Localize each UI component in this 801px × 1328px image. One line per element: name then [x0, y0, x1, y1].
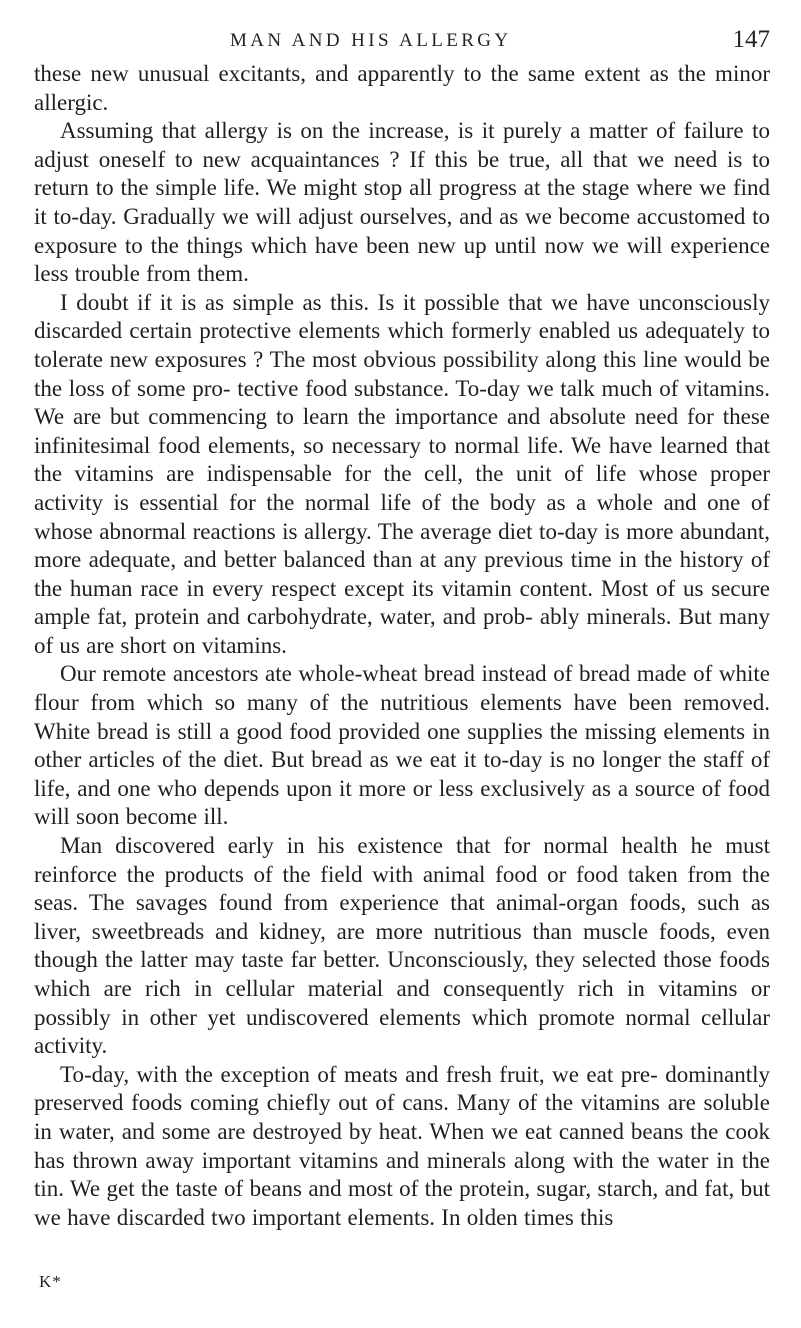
paragraph: Man discovered early in his existence that for normal health he must reinforce the products of the field with animal food or food taken from the seas. The savages found from experience that animal-organ foods, such as liver, sweetbreads and kidney, are more nutritious than muscle foods, even though the latter may taste far better. Unconsciously, they selected those foods which are rich in cellular material and consequently rich in vitamins or possibly in other yet undiscovered elements which promote normal cellular activity. — [34, 833, 770, 1059]
paragraph: I doubt if it is as simple as this. Is it possible that we have unconsciously discarded certain protective elements which formerly enabled us adequately to tolerate new exposures ? The most obvious possibility along this line would be the loss of some pro- tective food substance. To-day we talk much of vitamins. We are but commencing to learn the importance and absolute need for these infinitesimal food elements, so necessary to normal life. We have learned that the vitamins are indispensable for the cell, the unit of life whose proper activity is essential for the normal life of the body as a whole and one of whose abnormal reactions is allergy. The average diet to-day is more abundant, more adequate, and better balanced than at any previous time in the history of the human race in every respect except its vitamin content. Most of us secure ample fat, protein and carbohydrate, water, and prob- ably minerals. But many of us are short on vitamins. — [34, 289, 770, 658]
paragraph: these new unusual excitants, and apparently to the same extent as the minor allergic. — [34, 61, 770, 115]
running-head — [34, 24, 774, 64]
paragraph: Our remote ancestors ate whole-wheat bread instead of bread made of white flour from which so many of the nutritious elements have been removed. White bread is still a good food provided one supplies the missing elements in other articles of the diet. But bread as we eat it to-day is no longer the staff of life, and one who depends upon it more or less exclusively as a source of food will soon become ill. — [34, 661, 770, 830]
running-title: MAN AND HIS ALLERGY — [230, 30, 512, 51]
book-page — [34, 0, 774, 1328]
body-text — [34, 60, 770, 1232]
paragraph: To-day, with the exception of meats and fresh fruit, we eat pre- dominantly preserved foods coming chiefly out of cans. Many of the vitamins are soluble in water, and some are destroyed by heat. When we eat canned beans the cook has thrown away important vitamins and minerals along with the water in the tin. We get the taste of beans and most of the protein, sugar, starch, and fat, but we have discarded two important elements. In olden times this — [34, 1061, 770, 1230]
paragraph: Assuming that allergy is on the increase, is it purely a matter of failure to adjust oneself to new acquaintances ? If this be true, all that we need is to return to the simple life. We might stop all progress at the stage where we find it to-day. Gradually we will adjust ourselves, and as we become accustomed to exposure to the things which have been new up until now we will experience less trouble from them. — [34, 118, 770, 287]
signature-mark: K* — [39, 1272, 62, 1291]
page-number: 147 — [732, 26, 770, 53]
